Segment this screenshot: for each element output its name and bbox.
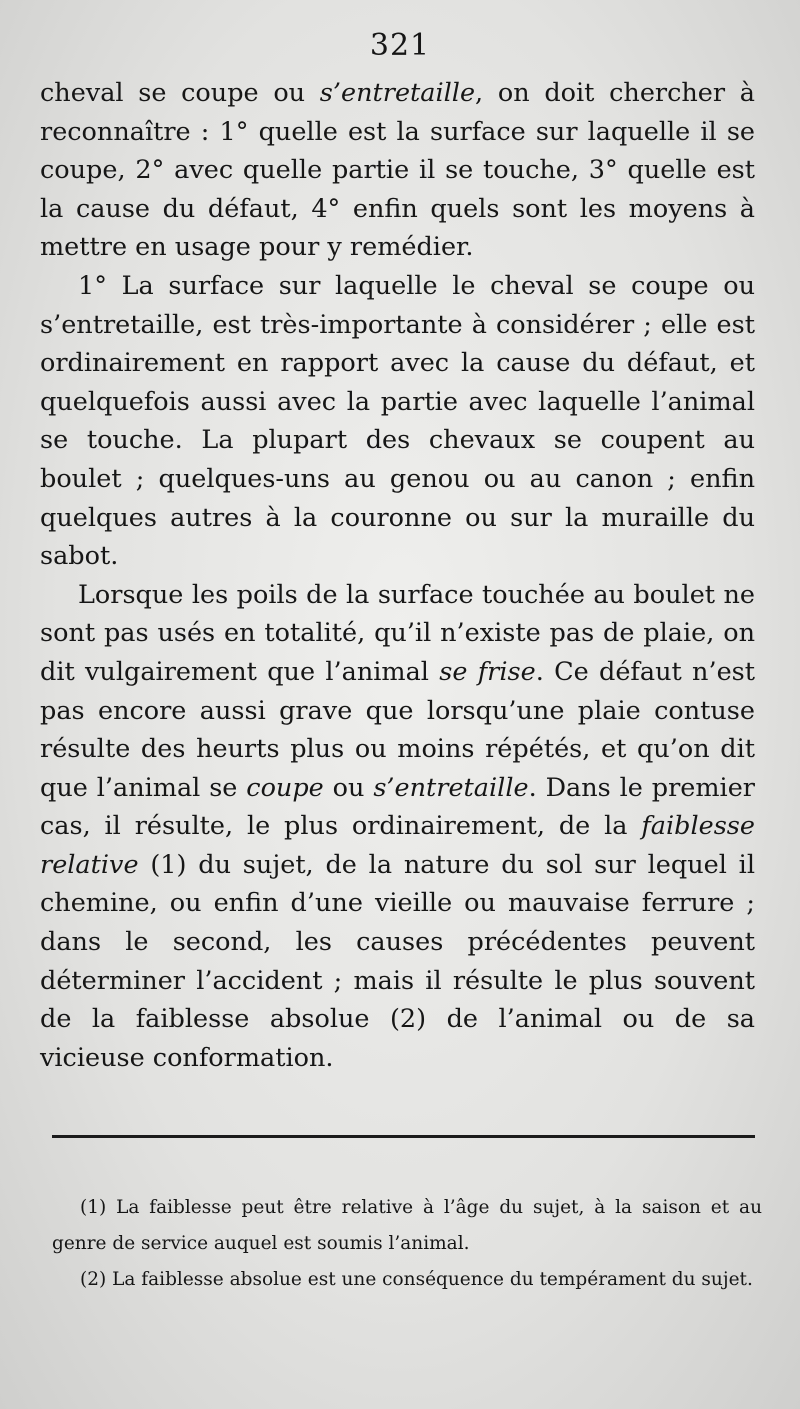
text-run: (1) du sujet, de la nature du sol sur lequel il chemine, ou enfin d’une vieille ou mauvaise ferrure ; dans le second, les causes précédentes peuvent déterminer l’accident ; mais il résulte le plus souvent de la faiblesse absolue (2) de l’animal ou de sa vicieuse conformation.: [40, 849, 755, 1073]
italic-text-run: se frise: [439, 656, 536, 687]
footnotes: [52, 1190, 762, 1298]
footnote: (2) La faiblesse absolue est une conséquence du tempérament du sujet.: [80, 1269, 753, 1290]
italic-text-run: coupe: [246, 772, 324, 803]
text-run: cheval se coupe ou: [40, 78, 320, 108]
footnote-divider: [52, 1135, 755, 1138]
text-run: Lorsque les poils de la surface touchée au boulet ne sont pas usés en totalité, qu’il n’existe pas de plaie, on dit vulgairement que l’animal: [40, 579, 755, 687]
paragraph: [40, 74, 755, 267]
text-run: ou: [323, 772, 374, 803]
footnote: (1) La faiblesse peut être relative à l’âge du sujet, à la saison et au genre de service auquel est soumis l’animal.: [52, 1197, 762, 1254]
paragraph: [40, 576, 755, 1078]
text-run: . Dans le premier cas, il résulte, le plus ordinairement, de la: [40, 772, 755, 842]
page-number: 321: [369, 28, 431, 63]
text-run: . Ce défaut n’est pas encore aussi grave que lorsqu’une plaie contuse résulte des heurts plus ou moins répétés, et qu’on dit que l’animal se: [40, 656, 755, 803]
text-run: , on doit chercher à reconnaître : 1° quelle est la surface sur laquelle il se coupe, 2° avec quelle partie il se touche, 3° quelle est la cause du défaut, 4° enfin quels sont les moyens à mettre en usage pour y remédier.: [40, 78, 755, 263]
text-run: 1° La surface sur laquelle le cheval se coupe ou s’entretaille, est très-importante à considérer ; elle est ordinairement en rapport avec la cause du défaut, et quelquefois aussi avec la partie avec laquelle l’animal se touche. La plupart des chevaux se coupent au boulet ; quelques-uns au genou ou au canon ; enfin quelques autres à la couronne ou sur la muraille du sabot.: [40, 270, 755, 572]
italic-text-run: s’entretaille: [319, 78, 476, 108]
italic-text-run: faiblesse relative: [40, 811, 755, 880]
italic-text-run: s’entretaille: [373, 772, 529, 803]
paragraph: [40, 267, 755, 576]
body-text: [40, 74, 755, 1077]
